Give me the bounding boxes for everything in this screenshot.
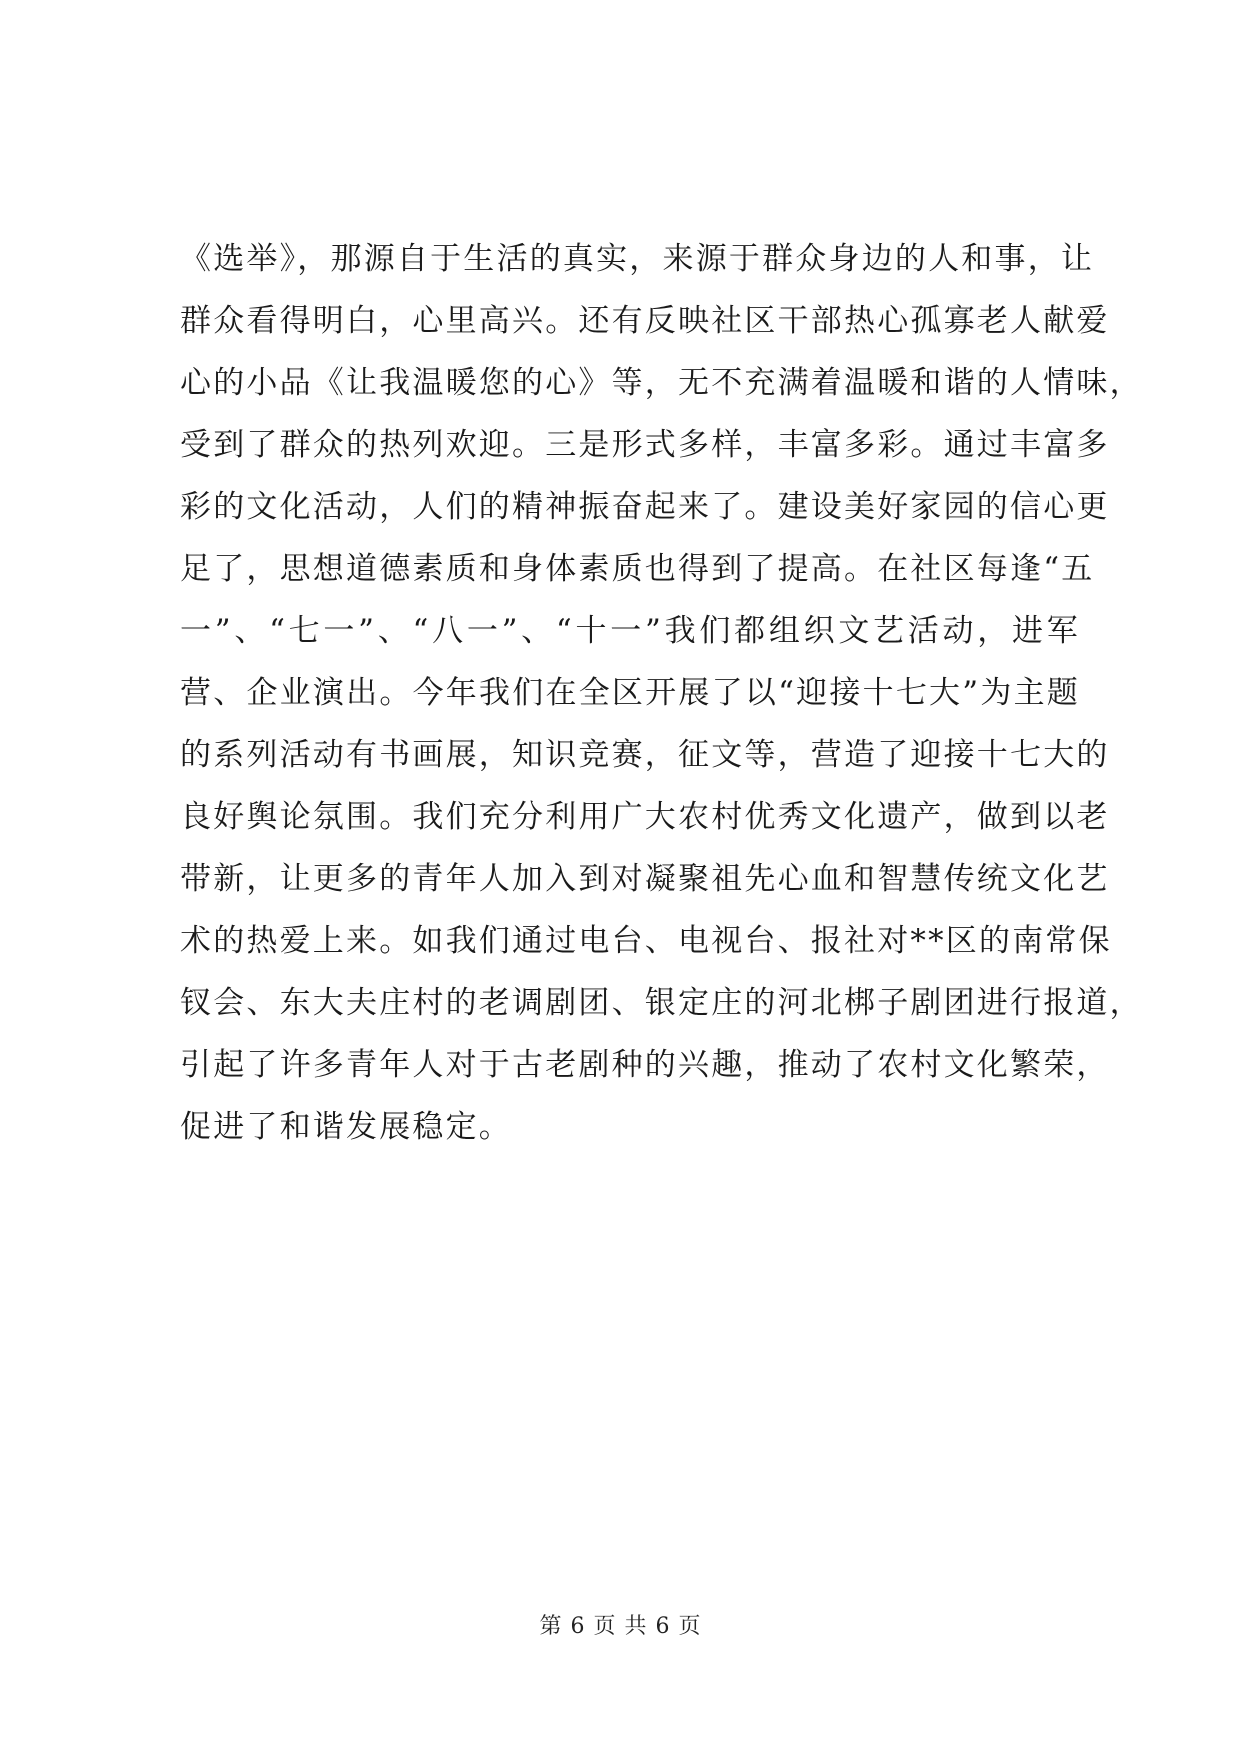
- paragraph-line: 的系列活动有书画展，知识竞赛，征文等，营造了迎接十七大的: [180, 737, 1110, 773]
- paragraph-line: 良好舆论氛围。我们充分利用广大农村优秀文化遗产，做到以老: [180, 799, 1110, 835]
- paragraph-line: 带新，让更多的青年人加入到对凝聚祖先心血和智慧传统文化艺: [180, 861, 1110, 897]
- paragraph-line: 一”、“七一”、“八一”、“十一”我们都组织文艺活动，进军: [180, 613, 1080, 649]
- paragraph-line: 营、企业演出。今年我们在全区开展了以“迎接十七大”为主题: [180, 675, 1080, 711]
- paragraph-line: 心的小品《让我温暖您的心》等，无不充满着温暖和谐的人情味，: [180, 365, 1143, 401]
- paragraph-line: 术的热爱上来。如我们通过电台、电视台、报社对**区的南常保: [180, 923, 1112, 959]
- page-footer: [0, 1612, 1241, 1642]
- paragraph-line: 彩的文化活动，人们的精神振奋起来了。建设美好家园的信心更: [180, 489, 1110, 525]
- paragraph-line: 《选举》，那源自于生活的真实，来源于群众身边的人和事，让: [180, 241, 1095, 277]
- paragraph-line: 受到了群众的热列欢迎。三是形式多样，丰富多彩。通过丰富多: [180, 427, 1110, 463]
- paragraph-line: 足了，思想道德素质和身体素质也得到了提高。在社区每逢“五: [180, 551, 1095, 587]
- paragraph-line: 促进了和谐发展稳定。: [180, 1109, 512, 1145]
- paragraph-line: 群众看得明白，心里高兴。还有反映社区干部热心孤寡老人献爱: [180, 303, 1110, 339]
- paragraph-line: 引起了许多青年人对于古老剧种的兴趣，推动了农村文化繁荣，: [180, 1047, 1110, 1083]
- body-paragraph: [180, 228, 1143, 1158]
- paragraph-line: 钗会、东大夫庄村的老调剧团、银定庄的河北梆子剧团进行报道，: [180, 985, 1143, 1021]
- page-number-indicator: 第 6 页 共 6 页: [539, 1614, 702, 1639]
